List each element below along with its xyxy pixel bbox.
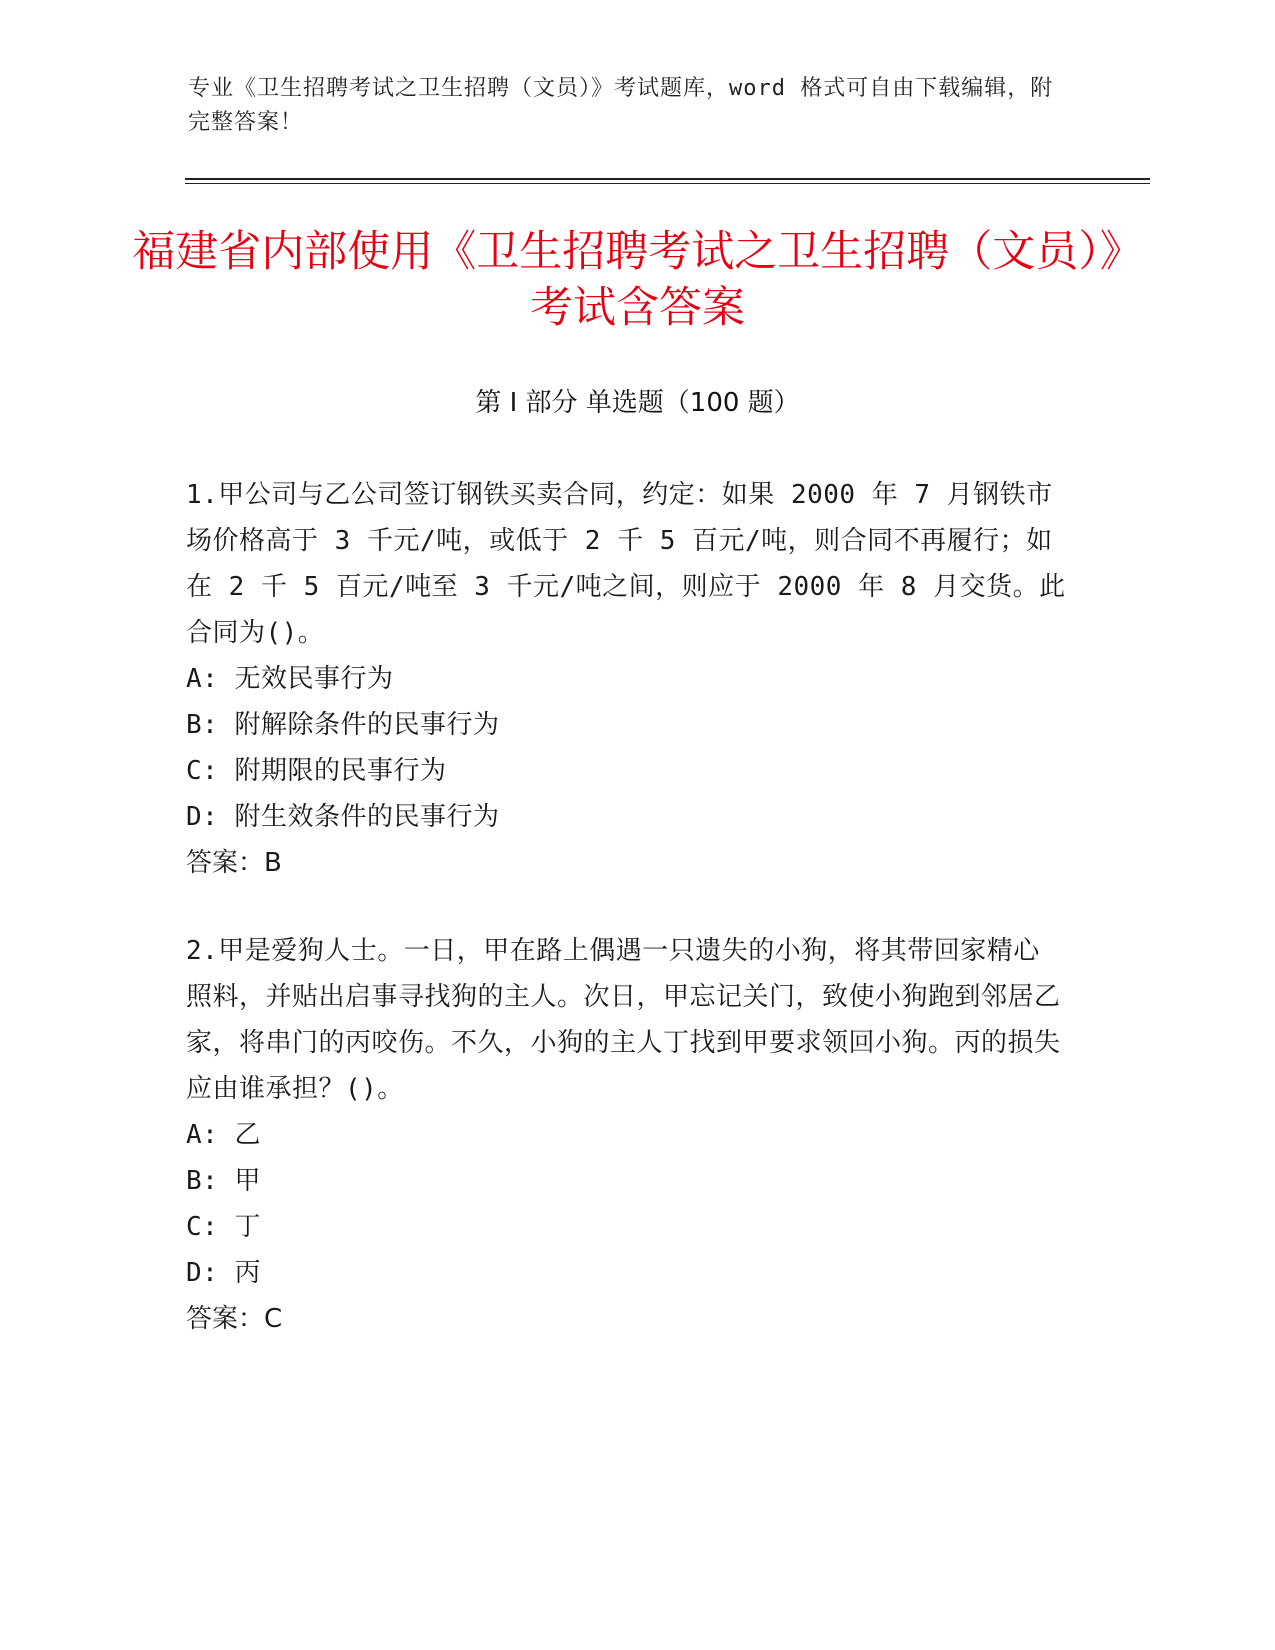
answer: 答案：C [186,1304,283,1334]
document-title: 福建省内部使用《卫生招聘考试之卫生招聘（文员）》考试含答案 [132,227,1143,333]
question-stem: 1.甲公司与乙公司签订钢铁买卖合同，约定：如果 2000 年 7 月钢铁市场价格高于 3 千元/吨，或低于 2 千 5 百元/吨，则合同不再履行；如在 2 千 5 百元/吨至 3 千元/吨之间，则应于 2000 年 8 月交货。此合同为()。 [186,480,1066,648]
option-d: D: 丙 [186,1258,261,1288]
section-title: 第 I 部分 单选题（100 题） [475,388,800,418]
answer: 答案：B [186,848,282,878]
header-note: 专业《卫生招聘考试之卫生招聘（文员）》考试题库，word 格式可自由下载编辑，附完整答案！ [188,76,1054,135]
option-a: A: 无效民事行为 [186,664,394,694]
option-d: D: 附生效条件的民事行为 [186,802,500,832]
option-c: C: 丁 [186,1212,261,1242]
option-a: A: 乙 [186,1120,261,1150]
option-b: B: 甲 [186,1166,261,1196]
option-b: B: 附解除条件的民事行为 [186,710,500,740]
header-divider-thin [185,183,1150,184]
header-divider [185,178,1150,180]
question-stem: 2.甲是爱狗人士。一日，甲在路上偶遇一只遗失的小狗，将其带回家精心照料，并贴出启事寻找狗的主人。次日，甲忘记关门，致使小狗跑到邻居乙家，将串门的丙咬伤。不久，小狗的主人丁找到甲要求领回小狗。丙的损失应由谁承担？()。 [186,936,1061,1104]
question-1 [186,472,1066,886]
option-c: C: 附期限的民事行为 [186,756,447,786]
question-2 [186,928,1066,1342]
